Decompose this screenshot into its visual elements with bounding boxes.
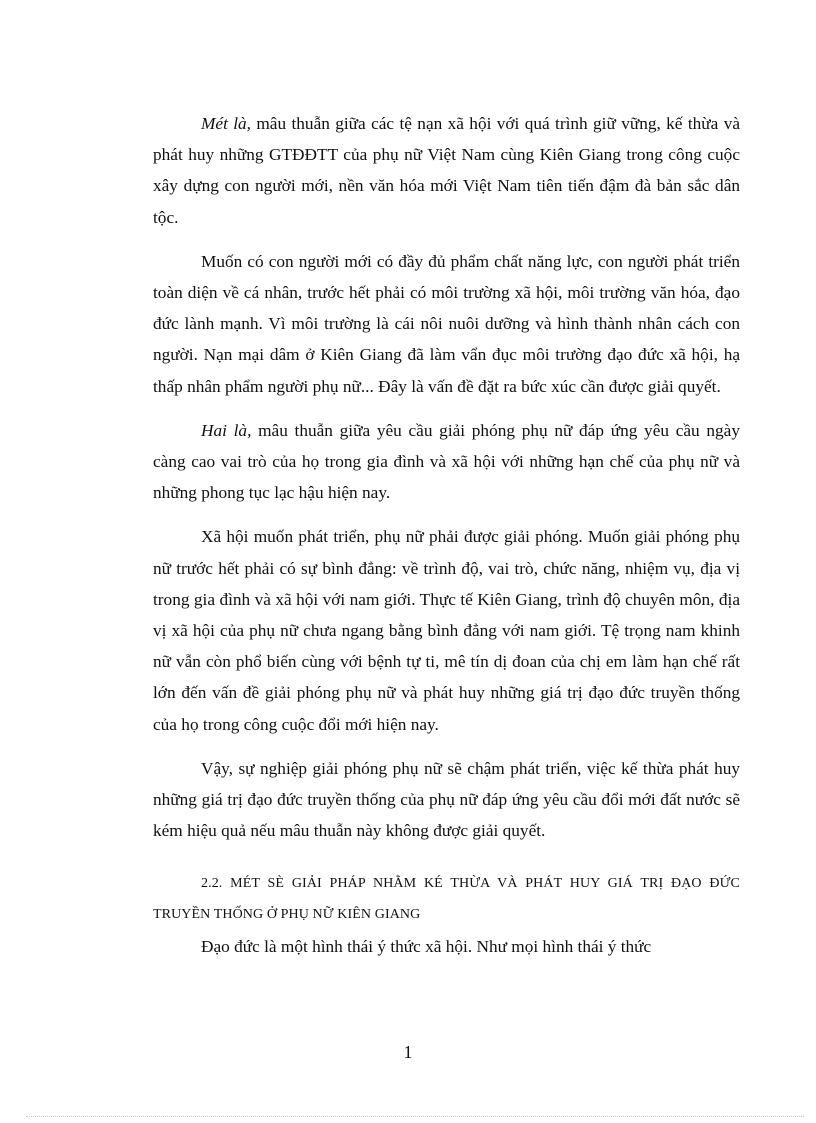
paragraph-lead: Mét là, [201, 114, 251, 133]
paragraph-text: Vậy, sự nghiệp giải phóng phụ nữ sẽ chậm phát triển, việc kế thừa phát huy những giá trị đạo đức truyền thống của phụ nữ đáp ứng yêu cầu đổi mới đất nước sẽ kém hiệu quả nếu mâu thuẫn này không được giải quyết. [153, 758, 740, 841]
paragraph-text: Muốn có con người mới có đầy đủ phẩm chất năng lực, con người phát triển toàn diện về cá nhân, trước hết phải có môi trường xã hội, môi trường văn hóa, đạo đức lành mạnh. Vì môi trường là cái nôi nuôi dưỡng và hình thành nhân cách con người. Nạn mại dâm ở Kiên Giang đã làm vẩn đục môi trường đạo đức xã hội, hạ thấp nhân phẩm người phụ nữ... Đây là vấn đề đặt ra bức xúc cần được giải quyết. [153, 251, 740, 396]
paragraph-text: mâu thuẫn giữa các tệ nạn xã hội với quá trình giữ vững, kế thừa và phát huy những GTĐĐTT của phụ nữ Việt Nam cùng Kiên Giang trong công cuộc xây dựng con người mới, nền văn hóa mới Việt Nam tiên tiến đậm đà bản sắc dân tộc. [153, 114, 740, 227]
section-heading: 2.2. MÉT SÈ GIẢI PHÁP NHẰM KÉ THỪA VÀ PHÁT HUY GIÁ TRỊ ĐẠO ĐỨC TRUYỀN THỐNG Ở PHỤ NỮ KIÊN GIANG [153, 876, 740, 923]
footer-divider [26, 1116, 804, 1117]
paragraph-1 [153, 108, 740, 233]
paragraph-text: Xã hội muốn phát triển, phụ nữ phải được giải phóng. Muốn giải phóng phụ nữ trước hết phải có sự bình đẳng: về trình độ, vai trò, chức năng, nhiệm vụ, địa vị trong gia đình và xã hội với nam giới. Thực tế Kiên Giang, trình độ chuyên môn, địa vị xã hội của phụ nữ chưa ngang bằng bình đẳng với nam giới. Tệ trọng nam khinh nữ vẫn còn phổ biến cùng với bệnh tự ti, mê tín dị đoan của chị em làm hạn chế rất lớn đến vấn đề giải phóng phụ nữ và phát huy những giá trị đạo đức truyền thống của họ trong công cuộc đổi mới hiện nay. [153, 527, 740, 734]
paragraph-text: mâu thuẫn giữa yêu cầu giải phóng phụ nữ đáp ứng yêu cầu ngày càng cao vai trò của họ trong gia đình và xã hội với những hạn chế của phụ nữ và những phong tục lạc hậu hiện nay. [153, 420, 740, 503]
paragraph-4 [153, 521, 740, 739]
page-number: 1 [403, 1042, 413, 1062]
paragraph-5 [153, 753, 740, 847]
paragraph-lead: Hai là, [201, 420, 252, 440]
paragraph-2 [153, 246, 740, 402]
body-text [153, 108, 740, 963]
closing-paragraph: Đạo đức là một hình thái ý thức xã hội. Như mọi hình thái ý thức [201, 937, 652, 957]
paragraph-3 [153, 415, 740, 509]
